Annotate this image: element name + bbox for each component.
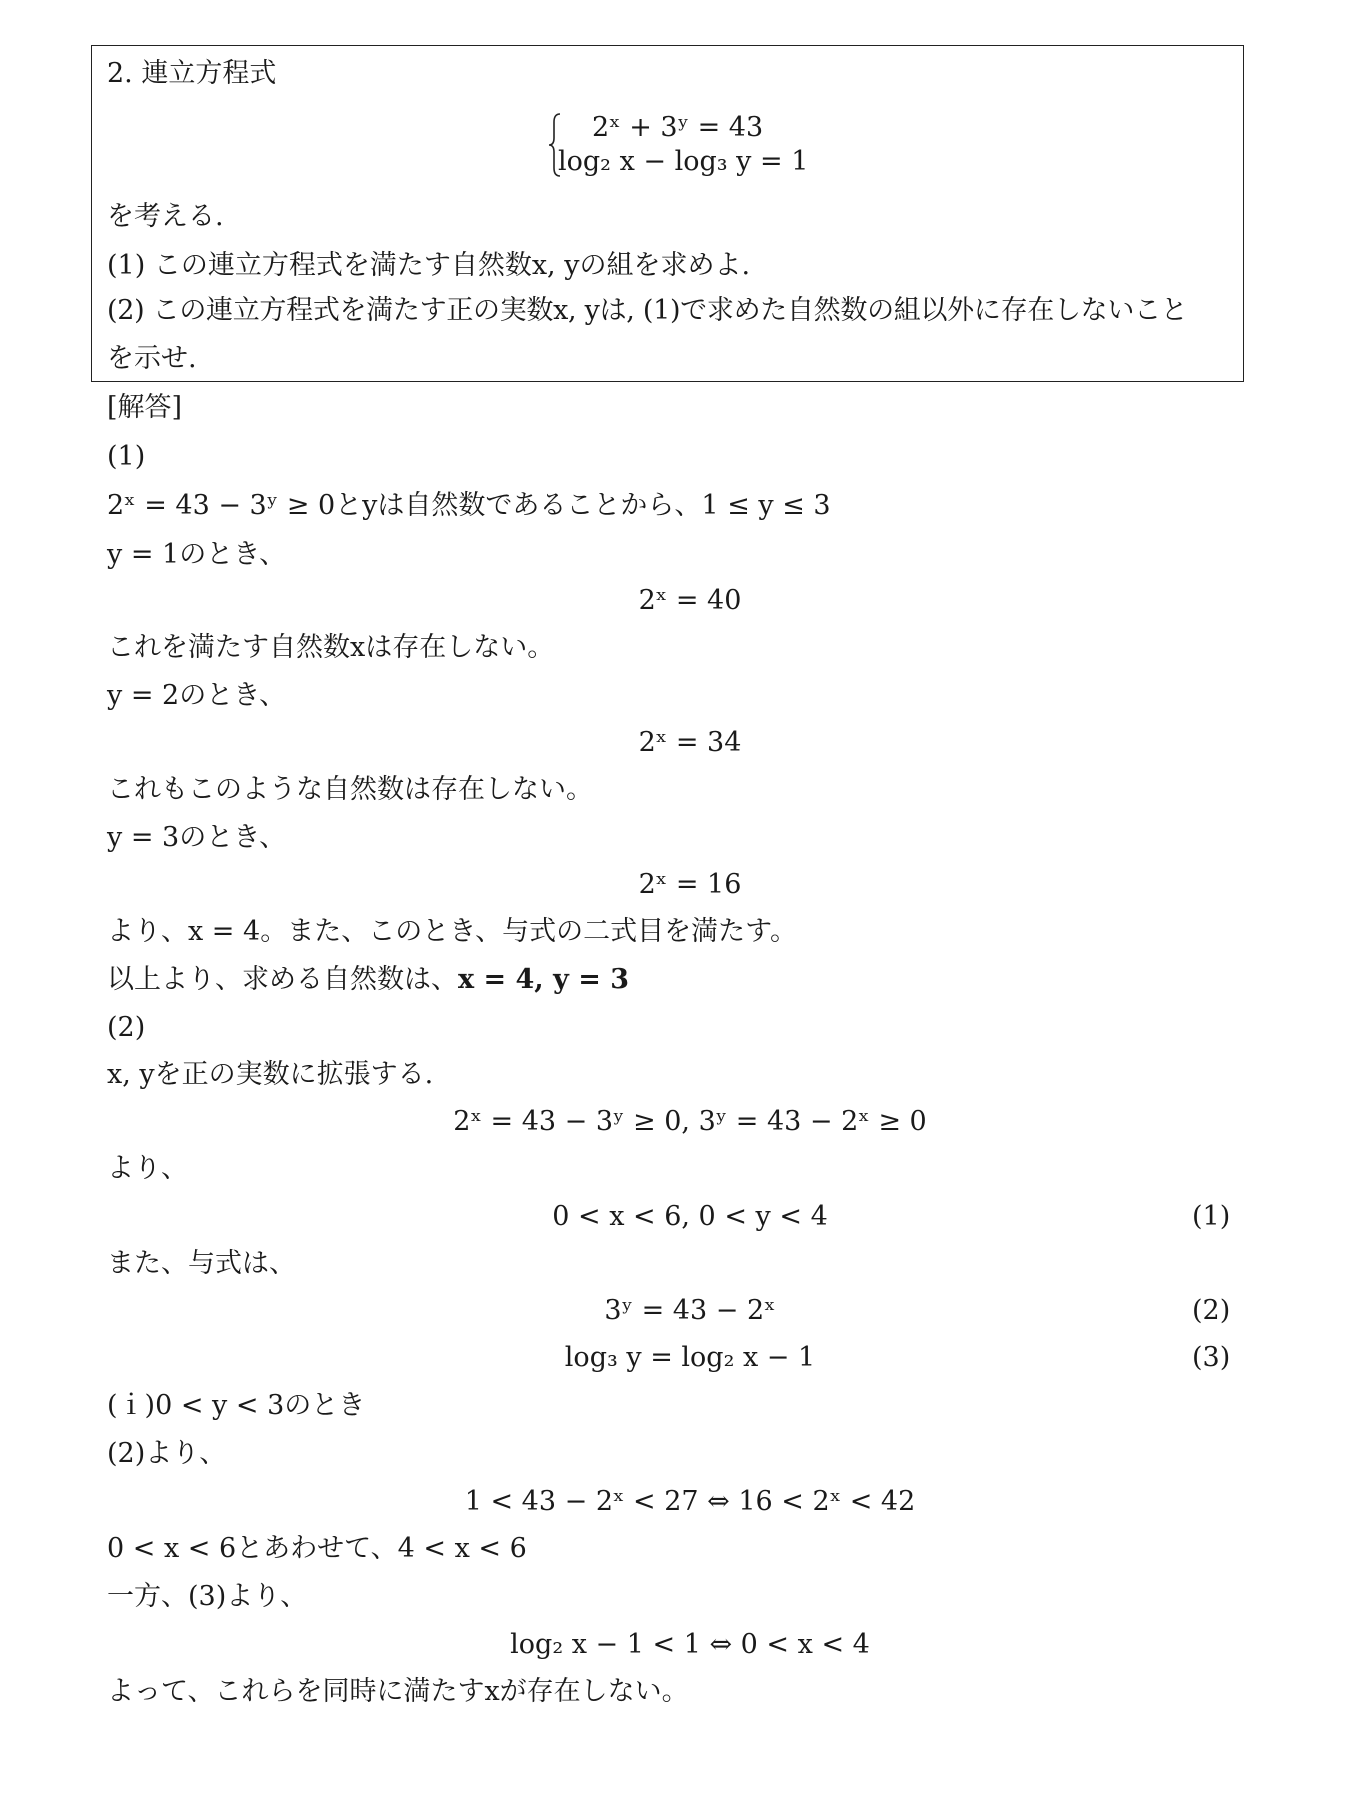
answer-line: y = 2のとき、 <box>107 680 287 711</box>
answer-line: x, yを正の実数に拡張する. <box>107 1059 434 1090</box>
display-equation: 1 < 43 − 2ˣ < 27 ⇔ 16 < 2ˣ < 42 <box>464 1486 916 1517</box>
case-label: (ｉ)0 < y < 3のとき <box>107 1390 366 1421</box>
answer-line: y = 1のとき、 <box>107 539 287 570</box>
answer-line: より、x = 4。また、このとき、与式の二式目を満たす。 <box>107 916 797 947</box>
answer-line: (2)より、 <box>107 1438 227 1469</box>
answer-line: また、与式は、 <box>107 1248 296 1279</box>
display-equation: 2ˣ = 34 <box>638 727 742 758</box>
equation-system <box>548 112 808 178</box>
display-equation: 2ˣ = 43 − 3ʸ ≥ 0, 3ʸ = 43 − 2ˣ ≥ 0 <box>453 1106 927 1137</box>
system-equation-2: log₂ x − log₃ y = 1 <box>558 146 809 177</box>
conclusion-prefix: 以上より、求める自然数は、 <box>107 964 458 995</box>
answer-line: これもこのような自然数は存在しない。 <box>107 774 593 805</box>
answer-line: 一方、(3)より、 <box>107 1581 308 1612</box>
answer-line: よって、これらを同時に満たすxが存在しない。 <box>107 1676 689 1707</box>
display-equation: 2ˣ = 40 <box>638 585 742 616</box>
answer-conclusion <box>107 966 629 993</box>
answer-line: y = 3のとき、 <box>107 822 287 853</box>
display-equation: 3ʸ = 43 − 2ˣ <box>604 1295 776 1326</box>
problem-box <box>91 45 1244 382</box>
system-equation-1: 2ˣ + 3ʸ = 43 <box>592 112 764 143</box>
display-equation: 2ˣ = 16 <box>638 869 742 900</box>
problem-title: 2. 連立方程式 <box>107 58 277 89</box>
question-2-line-2: を示せ. <box>107 343 197 374</box>
problem-consider: を考える. <box>107 201 224 232</box>
part-2-label: (2) <box>107 1012 146 1043</box>
equation-number: (2) <box>1192 1295 1231 1326</box>
equation-number: (3) <box>1192 1342 1231 1373</box>
equation-number: (1) <box>1192 1201 1231 1232</box>
question-2-line-1: (2) この連立方程式を満たす正の実数x, yは, (1)で求めた自然数の組以外に存在しないこと <box>107 295 1188 326</box>
display-equation: log₃ y = log₂ x − 1 <box>564 1342 816 1373</box>
answer-line: 0 < x < 6とあわせて、4 < x < 6 <box>107 1533 527 1564</box>
question-1: (1) この連立方程式を満たす自然数x, yの組を求めよ. <box>107 250 751 281</box>
answer-header: [解答] <box>107 392 183 423</box>
display-equation: 0 < x < 6, 0 < y < 4 <box>552 1201 828 1232</box>
conclusion-result: x = 4, y = 3 <box>458 964 630 995</box>
display-equation: log₂ x − 1 < 1 ⇔ 0 < x < 4 <box>510 1629 870 1660</box>
part-1-label: (1) <box>107 441 146 472</box>
answer-line: 2ˣ = 43 − 3ʸ ≥ 0とyは自然数であることから、1 ≤ y ≤ 3 <box>107 490 831 521</box>
answer-line: より、 <box>107 1153 188 1184</box>
answer-line: これを満たす自然数xは存在しない。 <box>107 632 555 663</box>
